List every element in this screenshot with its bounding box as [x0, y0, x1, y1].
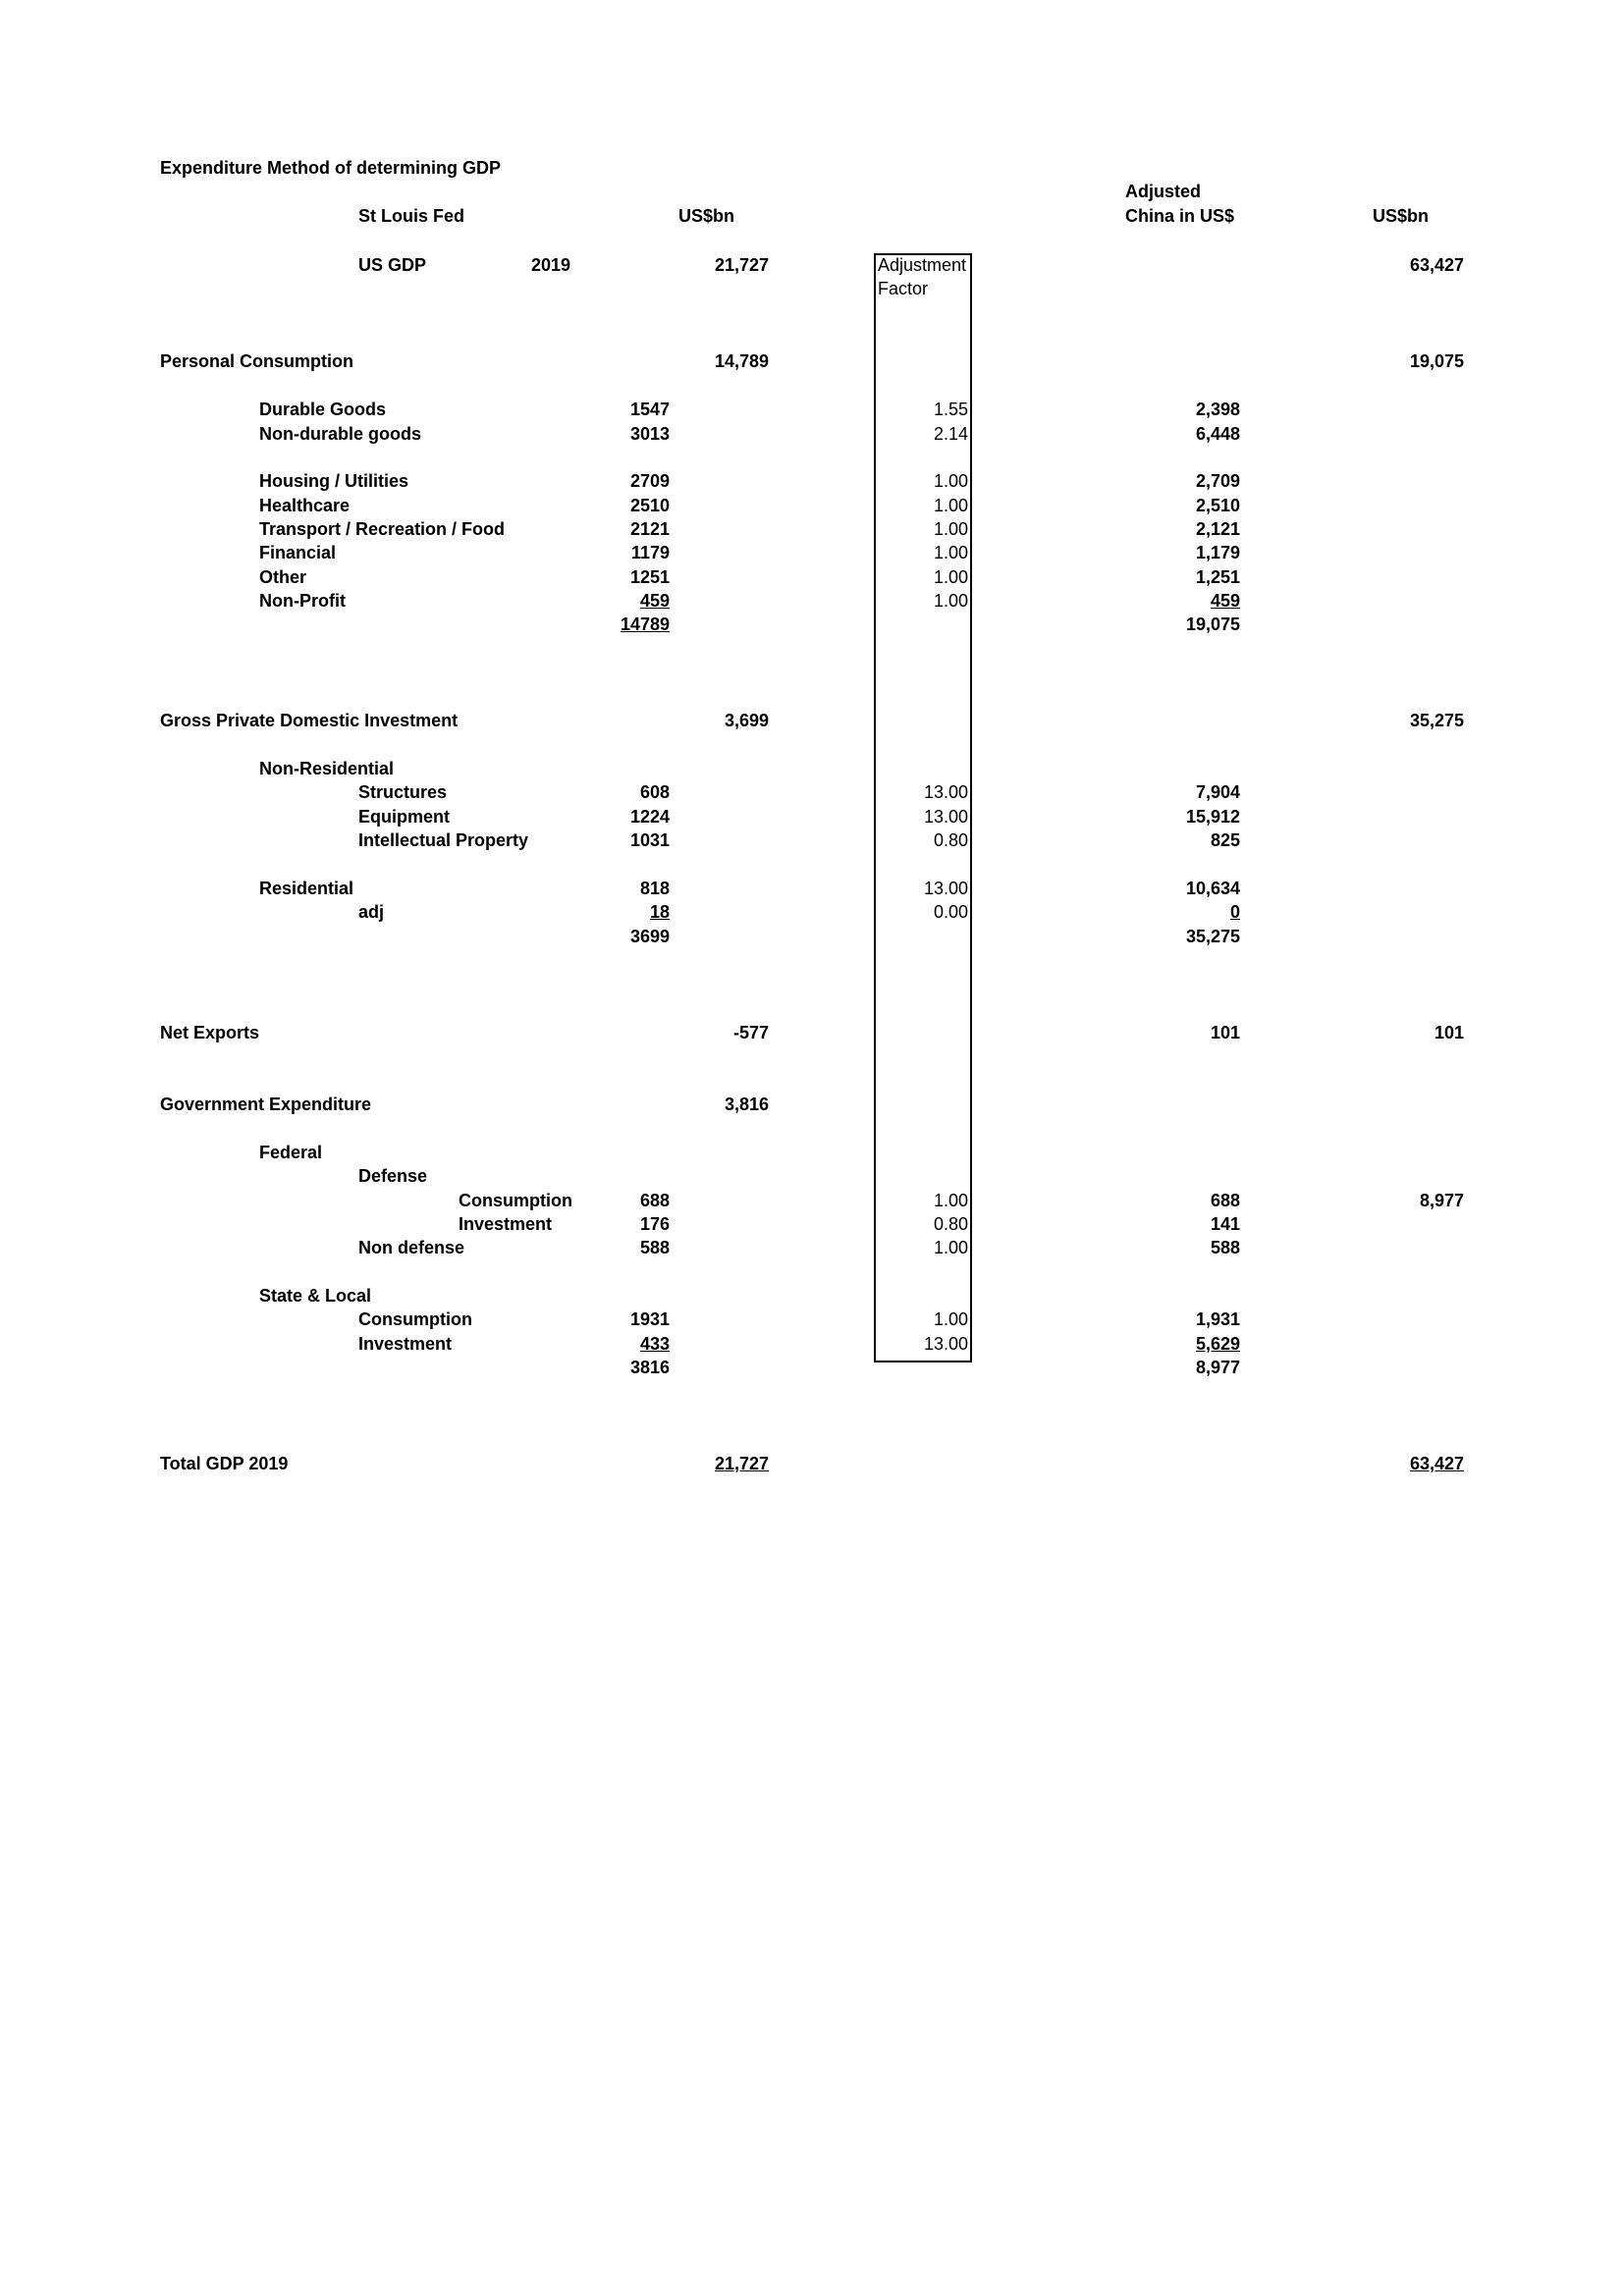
row-factor: 1.00: [933, 1309, 968, 1329]
investment-us-total: 3,699: [724, 711, 769, 730]
government-label: Government Expenditure: [160, 1095, 372, 1114]
row-label: Housing / Utilities: [259, 471, 409, 491]
row-china-value: 459: [1210, 591, 1240, 611]
row-factor: 1.00: [933, 543, 968, 562]
us-unit-header: US$bn: [678, 206, 735, 226]
row-label: Non-Profit: [259, 591, 346, 611]
government-china-sum: 8,977: [1195, 1358, 1240, 1377]
net-exports-china-value: 101: [1210, 1023, 1240, 1042]
year-label: 2019: [531, 255, 571, 275]
row-label: Consumption: [358, 1309, 472, 1329]
investment-china-sum: 35,275: [1185, 927, 1240, 946]
investment-label: Gross Private Domestic Investment: [160, 711, 459, 730]
row-china-value: 688: [1210, 1191, 1240, 1210]
row-china-value: 1,931: [1195, 1309, 1240, 1329]
row-us-value: 2510: [629, 496, 670, 515]
personal-consumption-label: Personal Consumption: [160, 351, 354, 371]
residential-label: Residential: [259, 879, 354, 898]
row-label: Structures: [358, 782, 448, 802]
row-factor: 1.00: [933, 567, 968, 587]
row-label: Non-durable goods: [259, 424, 421, 444]
row-us-value: 588: [639, 1238, 670, 1257]
row-factor: 13.00: [923, 807, 968, 827]
row-label: Investment: [358, 1334, 453, 1354]
investment-us-sum: 3699: [629, 927, 670, 946]
adj-us-value: 18: [649, 902, 670, 922]
row-china-value: 6,448: [1195, 424, 1240, 444]
row-china-value: 141: [1210, 1214, 1240, 1234]
row-factor: 1.55: [933, 400, 968, 419]
row-factor: 0.80: [933, 1214, 968, 1234]
row-factor: 1.00: [933, 519, 968, 539]
row-us-value: 608: [639, 782, 670, 802]
china-unit-header: US$bn: [1373, 206, 1430, 226]
row-factor: 1.00: [933, 591, 968, 611]
row-us-value: 2709: [629, 471, 670, 491]
row-china-value: 2,510: [1195, 496, 1240, 515]
adj-china-value: 0: [1229, 902, 1240, 922]
row-label: Non defense: [358, 1238, 465, 1257]
row-us-value: 459: [639, 591, 670, 611]
row-factor: 1.00: [933, 496, 968, 515]
net-exports-us-total: -577: [732, 1023, 769, 1042]
row-label: Intellectual Property: [358, 830, 529, 850]
total-gdp-label: Total GDP 2019: [160, 1454, 289, 1473]
residential-factor: 13.00: [923, 879, 968, 898]
row-us-value: 1031: [629, 830, 670, 850]
government-china-total: 8,977: [1419, 1191, 1464, 1210]
row-china-value: 1,179: [1195, 543, 1240, 562]
federal-label: Federal: [259, 1143, 323, 1162]
adjustment-header-line2: Factor: [878, 279, 929, 298]
row-us-value: 1179: [630, 543, 670, 562]
row-factor: 2.14: [933, 424, 968, 444]
adjusted-header-line1: Adjusted: [1125, 182, 1202, 201]
row-factor: 1.00: [933, 1238, 968, 1257]
residential-china-value: 10,634: [1185, 879, 1240, 898]
government-us-total: 3,816: [724, 1095, 769, 1114]
row-us-value: 3013: [629, 424, 670, 444]
net-exports-china-total: 101: [1434, 1023, 1464, 1042]
non-residential-label: Non-Residential: [259, 759, 395, 778]
row-factor: 1.00: [933, 1191, 968, 1210]
row-label: Consumption: [459, 1191, 572, 1210]
row-us-value: 433: [639, 1334, 670, 1354]
row-label: Transport / Recreation / Food: [259, 519, 506, 539]
state-local-label: State & Local: [259, 1286, 372, 1306]
personal-consumption-china-sum: 19,075: [1185, 614, 1240, 634]
row-china-value: 15,912: [1185, 807, 1240, 827]
page-title: Expenditure Method of determining GDP: [160, 158, 502, 178]
row-label: Equipment: [358, 807, 450, 827]
row-us-value: 1931: [629, 1309, 670, 1329]
total-gdp-china: 63,427: [1409, 1454, 1464, 1473]
adjustment-header-line1: Adjustment: [878, 255, 967, 275]
row-label: Healthcare: [259, 496, 351, 515]
row-label: Durable Goods: [259, 400, 387, 419]
row-factor: 0.80: [933, 830, 968, 850]
residential-us-value: 818: [639, 879, 670, 898]
row-china-value: 5,629: [1195, 1334, 1240, 1354]
row-china-value: 825: [1210, 830, 1240, 850]
row-label: Investment: [459, 1214, 553, 1234]
row-china-value: 588: [1210, 1238, 1240, 1257]
row-china-value: 2,398: [1195, 400, 1240, 419]
row-us-value: 1224: [629, 807, 670, 827]
row-china-value: 1,251: [1195, 567, 1240, 587]
us-gdp-value: 21,727: [714, 255, 769, 275]
row-factor: 13.00: [923, 1334, 968, 1354]
china-gdp-value: 63,427: [1409, 255, 1464, 275]
row-us-value: 2121: [629, 519, 670, 539]
government-us-sum: 3816: [629, 1358, 670, 1377]
personal-consumption-us-sum: 14789: [620, 614, 670, 634]
row-china-value: 2,121: [1195, 519, 1240, 539]
row-china-value: 2,709: [1195, 471, 1240, 491]
row-label: Other: [259, 567, 307, 587]
defense-label: Defense: [358, 1166, 428, 1186]
row-us-value: 176: [639, 1214, 670, 1234]
investment-china-total: 35,275: [1409, 711, 1464, 730]
row-label: Financial: [259, 543, 337, 562]
personal-consumption-us-total: 14,789: [714, 351, 769, 371]
row-us-value: 1547: [629, 400, 670, 419]
row-us-value: 1251: [629, 567, 670, 587]
row-us-value: 688: [639, 1191, 670, 1210]
row-factor: 13.00: [923, 782, 968, 802]
adj-label: adj: [358, 902, 385, 922]
row-china-value: 7,904: [1195, 782, 1240, 802]
source-header: St Louis Fed: [358, 206, 464, 226]
adjusted-header-line2: China in US$: [1125, 206, 1235, 226]
net-exports-label: Net Exports: [160, 1023, 260, 1042]
personal-consumption-china-total: 19,075: [1409, 351, 1464, 371]
row-factor: 1.00: [933, 471, 968, 491]
total-gdp-us: 21,727: [714, 1454, 769, 1473]
adj-factor: 0.00: [933, 902, 968, 922]
us-gdp-label: US GDP: [358, 255, 427, 275]
